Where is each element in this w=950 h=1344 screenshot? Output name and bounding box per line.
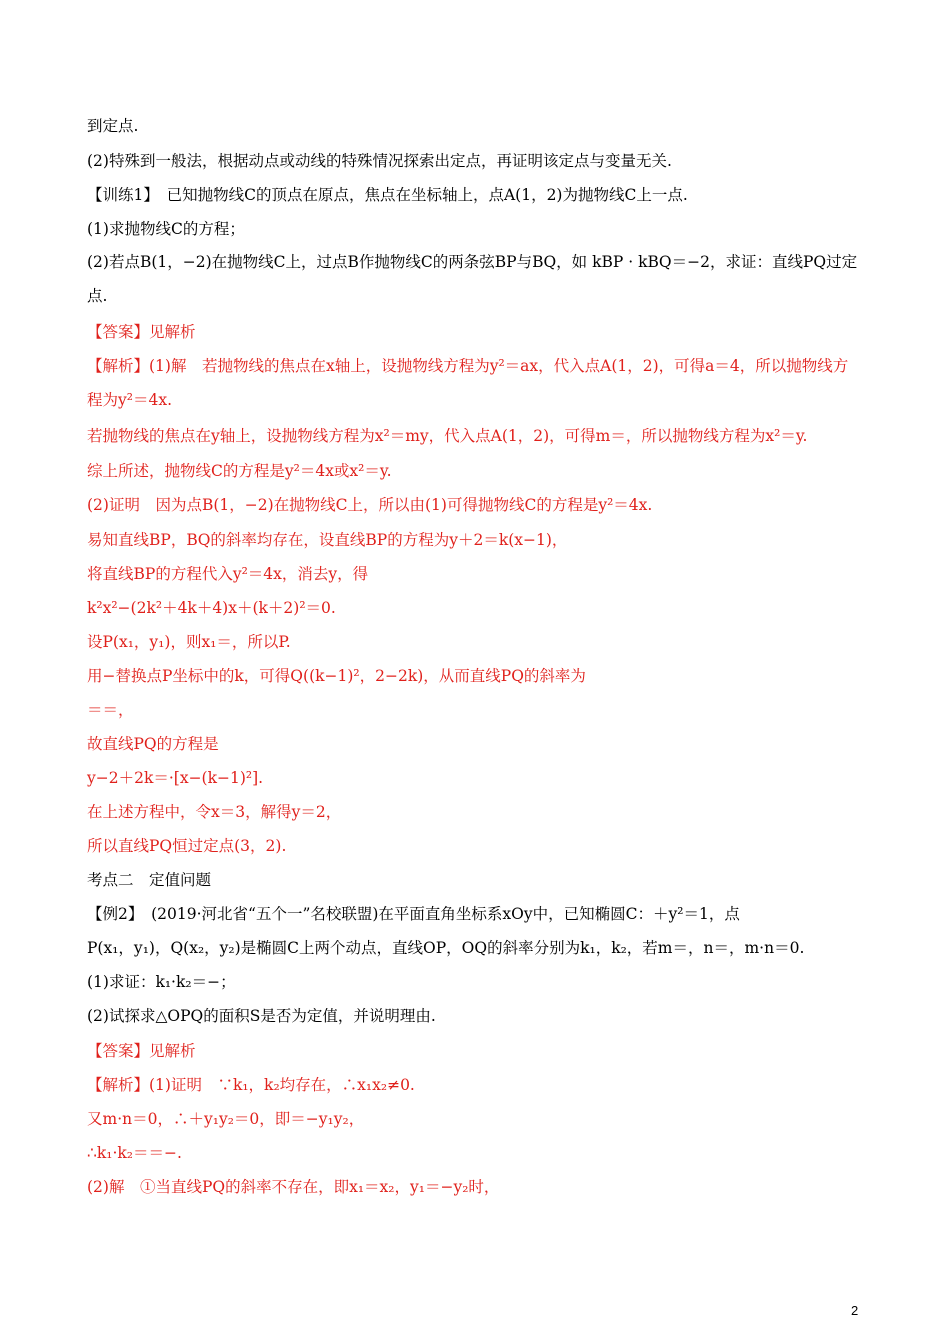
- text-line: y−2＋2k＝·[x−(k−1)²].: [87, 769, 264, 787]
- text-line: 【例2】 (2019·河北省“五个一”名校联盟)在平面直角坐标系xOy中，已知椭圆C：＋y²＝1，点: [87, 905, 740, 923]
- text-line: 综上所述，抛物线C的方程是y²＝4x或x²＝y.: [87, 462, 392, 480]
- text-line: 故直线PQ的方程是: [87, 735, 219, 753]
- text-line: 易知直线BP，BQ的斜率均存在，设直线BP的方程为y＋2＝k(x−1)，: [87, 531, 568, 549]
- text-line: 又m·n＝0，∴＋y₁y₂＝0，即＝−y₁y₂，: [87, 1110, 365, 1128]
- text-line: (1)求抛物线C的方程；: [87, 220, 245, 238]
- text-line: 在上述方程中，令x＝3，解得y＝2，: [87, 803, 342, 821]
- text-line: (2)试探求△OPQ的面积S是否为定值，并说明理由.: [87, 1007, 436, 1025]
- text-line: (2)证明 因为点B(1，−2)在抛物线C上，所以由(1)可得抛物线C的方程是y²＝4x.: [87, 496, 653, 514]
- text-line: P(x₁，y₁)，Q(x₂，y₂)是椭圆C上两个动点，直线OP，OQ的斜率分别为k₁，k₂，若m＝，n＝，m·n＝0.: [87, 939, 805, 957]
- text-line: 将直线BP的方程代入y²＝4x，消去y，得: [87, 565, 369, 583]
- text-line: 所以直线PQ恒过定点(3，2).: [87, 837, 287, 855]
- text-line: 到定点.: [87, 117, 139, 135]
- page-number: 2: [851, 1303, 859, 1318]
- text-line: 用−替换点P坐标中的k，可得Q((k−1)²，2−2k)，从而直线PQ的斜率为: [87, 667, 586, 685]
- text-line: (2)若点B(1，−2)在抛物线C上，过点B作抛物线C的两条弦BP与BQ，如 kBP · kBQ＝−2，求证：直线PQ过定: [87, 253, 858, 271]
- text-line: 考点二 定值问题: [87, 871, 212, 889]
- text-line: 【答案】见解析: [87, 1042, 196, 1060]
- text-line: (1)求证：k₁·k₂＝−；: [87, 973, 236, 991]
- text-line: 【答案】见解析: [87, 323, 196, 341]
- text-line: 若抛物线的焦点在y轴上，设抛物线方程为x²＝my，代入点A(1，2)，可得m＝，所以抛物线方程为x²＝y.: [87, 427, 808, 445]
- text-line: ＝＝，: [87, 701, 134, 719]
- text-line: (2)解 ①当直线PQ的斜率不存在，即x₁＝x₂，y₁＝−y₂时，: [87, 1178, 500, 1196]
- text-line: 【解析】(1)解 若抛物线的焦点在x轴上，设抛物线方程为y²＝ax，代入点A(1，2)，可得a＝4，所以抛物线方: [87, 357, 849, 375]
- text-line: k²x²−(2k²＋4k＋4)x＋(k＋2)²＝0.: [87, 599, 336, 617]
- text-line: 设P(x₁，y₁)，则x₁＝，所以P.: [87, 633, 291, 651]
- text-line: ∴k₁·k₂＝＝−.: [87, 1144, 182, 1162]
- text-line: 【训练1】 已知抛物线C的顶点在原点，焦点在坐标轴上，点A(1，2)为抛物线C上一点.: [87, 186, 688, 204]
- text-line: 【解析】(1)证明 ∵k₁，k₂均存在，∴x₁x₂≠0.: [87, 1076, 415, 1094]
- text-line: 程为y²＝4x.: [87, 391, 173, 409]
- text-line: (2)特殊到一般法，根据动点或动线的特殊情况探索出定点，再证明该定点与变量无关.: [87, 152, 672, 170]
- text-line: 点.: [87, 287, 108, 305]
